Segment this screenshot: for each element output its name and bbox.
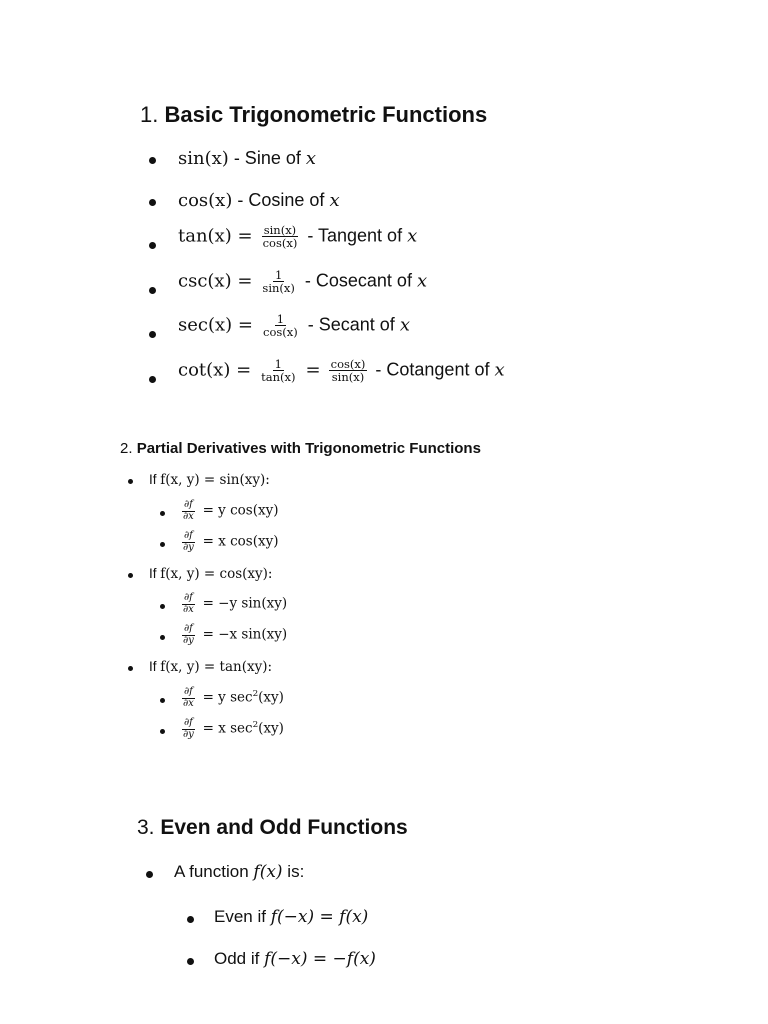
- fraction: [181, 500, 196, 522]
- bullet: [160, 635, 165, 640]
- item-description: - Tangent of: [307, 225, 403, 246]
- item-description: - Cosine of: [237, 190, 325, 210]
- bullet: [149, 242, 156, 249]
- fraction-denominator: tan(x): [261, 370, 296, 385]
- math-variable: x: [399, 314, 410, 336]
- fraction-numerator: ∂f: [183, 499, 193, 510]
- math-expression: = x cos(xy): [202, 533, 279, 550]
- math-superscript: 2: [252, 689, 259, 700]
- section-1-number: 1.: [140, 102, 159, 127]
- bullet: [149, 157, 156, 164]
- fraction-denominator: ∂y: [183, 634, 194, 646]
- item-description: - Cotangent of: [375, 359, 490, 380]
- math-expression: cos(x): [178, 190, 233, 211]
- bullet: [187, 958, 194, 965]
- list-item-even: [214, 907, 368, 927]
- bullet: [146, 871, 153, 878]
- item-description: - Cosecant of: [304, 270, 412, 291]
- fraction: [259, 358, 297, 383]
- partial-row: [178, 593, 287, 615]
- fraction-numerator: 1: [274, 268, 283, 282]
- fraction-denominator: ∂x: [183, 697, 194, 709]
- if-label: If: [149, 472, 157, 487]
- bullet: [160, 729, 165, 734]
- math-expression: f(−x) = f(x): [270, 907, 369, 927]
- math-expression: f(x): [253, 862, 283, 882]
- fraction-denominator: sin(x): [262, 281, 295, 296]
- partial-row: [178, 624, 287, 646]
- math-variable: x: [329, 190, 340, 211]
- list-item-cotangent: [178, 358, 505, 383]
- bullet: [149, 199, 156, 206]
- math-expression: f(x, y) = sin(xy):: [160, 472, 270, 488]
- math-expression: = x sec: [202, 720, 253, 737]
- math-expression: (xy): [258, 689, 284, 706]
- math-expression: = y sec: [202, 689, 253, 706]
- bullet: [128, 479, 133, 484]
- fraction-numerator: cos(x): [330, 357, 366, 371]
- bullet: [160, 604, 165, 609]
- math-variable: x: [416, 270, 428, 292]
- fraction-numerator: sin(x): [263, 223, 297, 237]
- list-item-secant: [178, 313, 410, 338]
- partial-row: [178, 687, 284, 709]
- if-label: If: [149, 566, 157, 581]
- item-text: Even if: [214, 907, 266, 926]
- list-item-function-intro: [174, 862, 304, 882]
- math-equals: =: [305, 359, 321, 381]
- section-3-title: Even and Odd Functions: [160, 816, 408, 839]
- section-2-heading: [120, 440, 481, 457]
- fraction-numerator: 1: [274, 357, 282, 371]
- math-expression: f(−x) = −f(x): [264, 949, 376, 969]
- math-expression: = −x sin(xy): [202, 626, 288, 643]
- partial-row: [178, 718, 284, 740]
- math-expression: cot(x) =: [178, 359, 252, 381]
- math-variable: x: [494, 359, 505, 381]
- bullet: [149, 331, 156, 338]
- math-expression: (xy): [258, 720, 284, 737]
- list-item-tangent: [178, 224, 417, 249]
- bullet: [128, 666, 133, 671]
- math-expression: sin(x): [178, 148, 229, 169]
- fraction-denominator: cos(x): [262, 236, 298, 251]
- section-1-heading: [140, 102, 487, 128]
- math-expression: f(x, y) = tan(xy):: [160, 659, 273, 675]
- math-expression: = y cos(xy): [202, 502, 279, 519]
- if-label: If: [149, 659, 157, 674]
- partial-group-sin: [149, 472, 270, 488]
- section-3-number: 3.: [137, 816, 155, 839]
- math-superscript: 2: [252, 720, 259, 731]
- fraction-numerator: ∂f: [183, 530, 193, 541]
- fraction: [261, 313, 300, 338]
- math-expression: sec(x) =: [178, 314, 253, 336]
- partial-row: [178, 531, 279, 553]
- bullet: [160, 511, 165, 516]
- math-expression: tan(x) =: [178, 225, 253, 247]
- bullet: [160, 542, 165, 547]
- item-text: is:: [287, 862, 305, 881]
- math-expression: csc(x) =: [178, 270, 253, 292]
- math-expression: f(x, y) = cos(xy):: [160, 566, 273, 582]
- list-item-odd: [214, 949, 376, 969]
- partial-group-tan: [149, 659, 272, 675]
- fraction-numerator: ∂f: [183, 623, 193, 634]
- fraction-numerator: ∂f: [183, 592, 193, 603]
- section-3-heading: [137, 816, 408, 840]
- fraction: [329, 358, 368, 383]
- fraction: [181, 718, 196, 740]
- fraction-numerator: 1: [276, 312, 285, 326]
- fraction: [181, 624, 196, 646]
- fraction-denominator: sin(x): [331, 370, 365, 385]
- item-text: A function: [174, 862, 249, 881]
- math-expression: = −y sin(xy): [202, 595, 288, 612]
- item-text: Odd if: [214, 949, 260, 968]
- bullet: [160, 698, 165, 703]
- bullet: [187, 916, 194, 923]
- list-item-cosine: [178, 190, 340, 211]
- bullet: [149, 376, 156, 383]
- list-item-sine: [178, 148, 316, 169]
- fraction-denominator: ∂y: [183, 728, 194, 740]
- math-variable: x: [407, 225, 418, 247]
- fraction: [261, 224, 300, 249]
- partial-group-cos: [149, 566, 272, 582]
- fraction-denominator: ∂x: [183, 603, 194, 615]
- section-2-title: Partial Derivatives with Trigonometric Functions: [136, 440, 481, 457]
- fraction: [181, 531, 196, 553]
- fraction: [181, 593, 196, 615]
- list-item-cosecant: [178, 269, 427, 294]
- bullet: [128, 573, 133, 578]
- fraction-denominator: ∂x: [183, 510, 194, 522]
- bullet: [149, 287, 156, 294]
- fraction: [181, 687, 196, 709]
- section-2-number: 2.: [120, 440, 133, 457]
- item-description: - Sine of: [233, 148, 301, 168]
- fraction-denominator: cos(x): [263, 325, 298, 340]
- section-1-title: Basic Trigonometric Functions: [164, 102, 488, 127]
- fraction-numerator: ∂f: [183, 717, 193, 728]
- partial-row: [178, 500, 279, 522]
- fraction-numerator: ∂f: [183, 686, 193, 697]
- item-description: - Secant of: [307, 314, 395, 335]
- math-variable: x: [305, 148, 317, 169]
- fraction: [260, 269, 296, 294]
- fraction-denominator: ∂y: [183, 541, 194, 553]
